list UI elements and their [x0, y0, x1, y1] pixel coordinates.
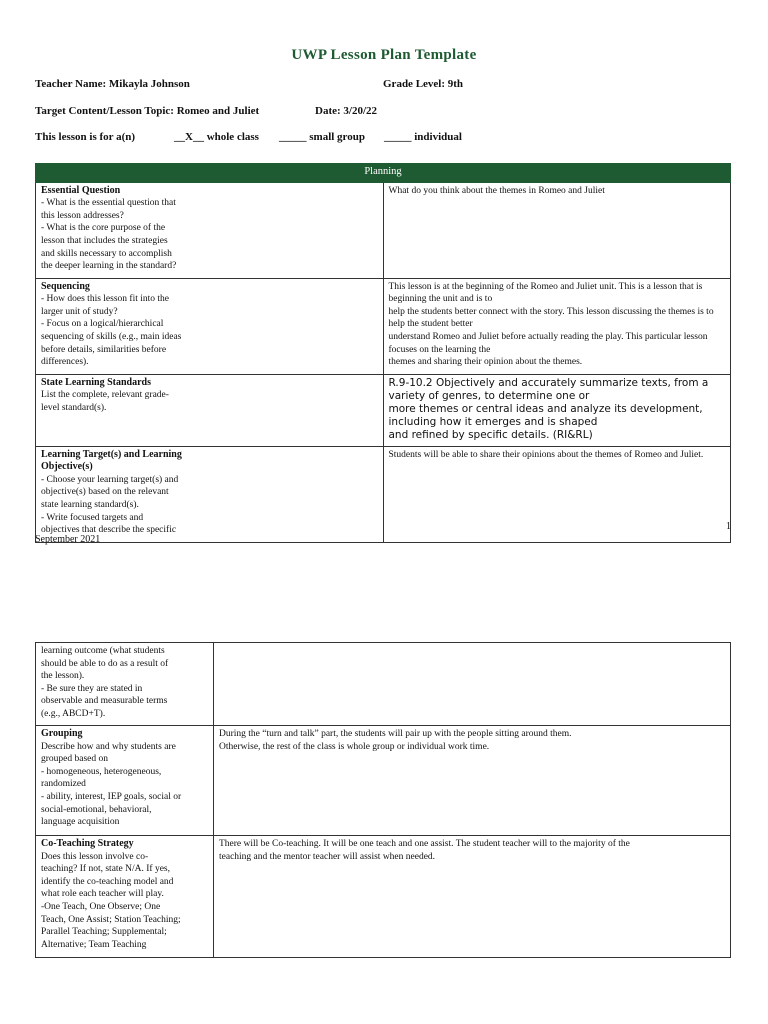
prompt-line: should be able to do as a result of — [41, 658, 169, 669]
prompt-line: observable and measurable terms — [41, 696, 168, 707]
planning-table — [35, 163, 731, 543]
prompt-line: List the complete, relevant grade- — [41, 390, 169, 401]
table-row — [36, 446, 731, 542]
prompt-line: - Be sure they are stated in — [41, 683, 143, 694]
prompt-line: - Write focused targets and — [41, 512, 144, 523]
prompt-line: larger unit of study? — [41, 306, 118, 317]
state-standards-response — [383, 374, 731, 446]
prompt-line: - Focus on a logical/hierarchical — [41, 319, 164, 330]
prompt-line: grouped based on — [41, 754, 109, 765]
prompt-line: learning outcome (what students — [41, 646, 165, 656]
target-content: Target Content/Lesson Topic: Romeo and Juliet — [35, 105, 260, 117]
response-line: What do you think about the themes in Romeo and Juliet — [388, 185, 605, 196]
prompt-line: Parallel Teaching; Supplemental; — [41, 927, 167, 938]
prompt-line: this lesson addresses? — [41, 210, 124, 221]
prompt-line: - What is the core purpose of the — [41, 223, 166, 234]
row-label: Learning Target(s) and Learning — [41, 448, 182, 460]
row-label: Sequencing — [41, 280, 90, 292]
response-line: This lesson is at the beginning of the Romeo and Juliet unit. This is a lesson that is beginning the unit and is to — [388, 281, 703, 305]
prompt-line: Alternative; Team Teaching — [41, 939, 147, 950]
grouping-response — [214, 726, 731, 836]
whole-class-option: __X__ whole class — [174, 131, 259, 143]
prompt-line: language acquisition — [41, 817, 120, 828]
prompt-line: (e.g., ABCD+T). — [41, 708, 106, 719]
individual-option: _____ individual — [384, 131, 462, 143]
essential-question-prompt — [36, 182, 384, 278]
planning-band: Planning — [36, 164, 731, 183]
footer-date: September 2021 — [35, 534, 101, 545]
lesson-for-label: This lesson is for a(n) — [35, 131, 136, 143]
grade-level: Grade Level: 9th — [383, 78, 464, 90]
prompt-line: the deeper learning in the standard? — [41, 261, 177, 272]
table-row — [36, 374, 731, 446]
learning-targets-continued-prompt — [36, 643, 214, 726]
lesson-date: Date: 3/20/22 — [315, 105, 378, 117]
prompt-line: social-emotional, behavioral, — [41, 804, 152, 815]
prompt-line: identify the co-teaching model and — [41, 876, 174, 887]
prompt-line: before details, similarities before — [41, 344, 167, 355]
learning-targets-continued-response — [214, 643, 731, 726]
page-number: 1 — [726, 521, 731, 532]
prompt-line: - ability, interest, IEP goals, social or — [41, 791, 182, 802]
prompt-line: - Choose your learning target(s) and — [41, 474, 179, 485]
prompt-line: level standard(s). — [41, 402, 107, 413]
prompt-line: differences). — [41, 357, 89, 368]
document-title: UWP Lesson Plan Template — [291, 47, 477, 63]
table-row — [36, 643, 731, 726]
prompt-line: - What is the essential question that — [41, 198, 176, 209]
row-label: Co-Teaching Strategy — [41, 838, 134, 849]
table-row — [36, 726, 731, 836]
response-line: teaching and the mentor teacher will assist when needed. — [219, 851, 436, 862]
row-label: Essential Question — [41, 184, 121, 196]
response-line: more themes or central ideas and analyze its development, including how it emerges and is shaped — [388, 403, 703, 429]
sequencing-response — [383, 278, 731, 374]
prompt-line: lesson that includes the strategies — [41, 235, 168, 246]
table-row — [36, 182, 731, 278]
essential-question-response — [383, 182, 731, 278]
response-line: During the “turn and talk” part, the students will pair up with the people sitting around them. — [219, 729, 572, 739]
prompt-line: - How does this lesson fit into the — [41, 294, 169, 305]
response-line: Students will be able to share their opinions about the themes of Romeo and Juliet. — [388, 449, 704, 460]
prompt-line: state learning standard(s). — [41, 499, 139, 510]
response-line: themes and sharing their opinion about the themes. — [388, 357, 583, 368]
co-teaching-response — [214, 836, 731, 958]
small-group-option: _____ small group — [279, 131, 365, 143]
table-row — [36, 836, 731, 958]
row-label: Objective(s) — [41, 461, 93, 473]
prompt-line: Describe how and why students are — [41, 741, 176, 752]
sequencing-prompt — [36, 278, 384, 374]
prompt-line: the lesson). — [41, 671, 85, 682]
prompt-line: objectives that describe the specific — [41, 525, 177, 536]
prompt-line: randomized — [41, 779, 86, 790]
state-standards-prompt — [36, 374, 384, 446]
prompt-line: - homogeneous, heterogeneous, — [41, 766, 162, 777]
co-teaching-prompt — [36, 836, 214, 958]
response-line: There will be Co-teaching. It will be one teach and one assist. The student teacher will to the majority of the — [219, 839, 630, 849]
continuation-table — [35, 642, 731, 958]
prompt-line: sequencing of skills (e.g., main ideas — [41, 331, 182, 342]
prompt-line: Teach, One Assist; Station Teaching; — [41, 914, 181, 925]
response-line: help the students better connect with the story. This lesson discussing the themes is to help the student better — [388, 306, 714, 330]
prompt-line: and skills necessary to accomplish — [41, 248, 172, 259]
response-line: R.9-10.2 Objectively and accurately summarize texts, from a variety of genres, to determine one or — [388, 376, 709, 402]
response-line: and refined by specific details. (RI&RL) — [388, 429, 593, 442]
prompt-line: -One Teach, One Observe; One — [41, 901, 161, 912]
grouping-prompt — [36, 726, 214, 836]
prompt-line: teaching? If not, state N/A. If yes, — [41, 864, 170, 875]
learning-targets-prompt — [36, 446, 384, 542]
response-line: understand Romeo and Juliet before actually reading the play. This particular lesson focuses on the learning the — [388, 331, 708, 355]
learning-targets-response — [383, 446, 731, 542]
prompt-line: Does this lesson involve co- — [41, 851, 149, 862]
row-label: State Learning Standards — [41, 376, 152, 388]
response-line: Otherwise, the rest of the class is whole group or individual work time. — [219, 741, 490, 752]
prompt-line: what role each teacher will play. — [41, 889, 164, 900]
table-row — [36, 278, 731, 374]
prompt-line: objective(s) based on the relevant — [41, 487, 169, 498]
teacher-name: Teacher Name: Mikayla Johnson — [35, 78, 190, 90]
row-label: Grouping — [41, 728, 83, 739]
